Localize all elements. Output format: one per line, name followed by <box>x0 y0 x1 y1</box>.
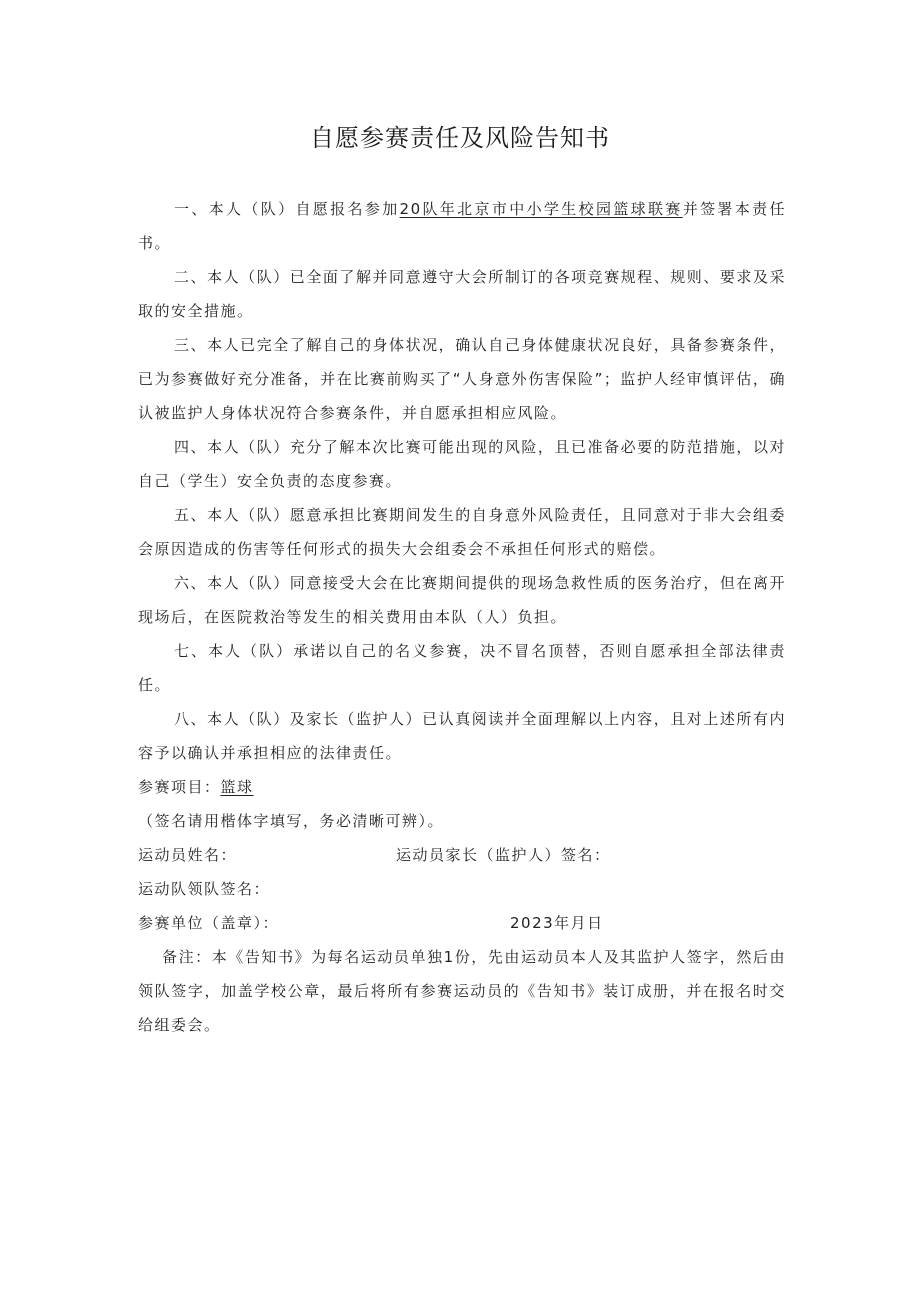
clause-4: 四、本人（队）充分了解本次比赛可能出现的风险，且已准备必要的防范措施，以对自己（学生）安全负责的态度参赛。 <box>138 438 786 490</box>
team-leader-label: 运动队领队签名： <box>138 880 271 898</box>
event-label: 参赛项目： <box>138 778 221 796</box>
team-leader-sign-line <box>138 872 786 906</box>
clause-1-suffix: 并签署本责任书。 <box>138 200 786 252</box>
clause-5: 五、本人（队）愿意承担比赛期间发生的自身意外风险责任，且同意对于非大会组委会原因造成的伤害等任何形式的损失大会组委会不承担任何形式的赔偿。 <box>138 506 786 558</box>
sign-hint: （签名请用楷体字填写，务必清晰可辨）。 <box>138 812 445 830</box>
clause-8: 八、本人（队）及家长（监护人）已认真阅读并全面理解以上内容，且对上述所有内容予以确认并承担相应的法律责任。 <box>138 710 786 762</box>
document-body <box>138 192 786 1042</box>
clause-2: 二、本人（队）已全面了解并同意遵守大会所制订的各项竞赛规程、规则、要求及采取的安全措施。 <box>138 268 786 320</box>
event-value: 篮球 <box>220 778 254 796</box>
unit-date-line <box>138 906 786 940</box>
clause-1 <box>138 192 786 260</box>
document-title: 自愿参赛责任及风险告知书 <box>310 124 610 152</box>
sign-date: 2023年月日 <box>510 914 604 932</box>
athlete-name-label: 运动员姓名： <box>138 846 238 864</box>
clause-1-prefix: 一、本人（队）自愿报名参加 <box>174 200 400 218</box>
event-name: 20队年北京市中小学生校园篮球联赛 <box>399 200 683 218</box>
guardian-sign-label: 运动员家长（监护人）签名： <box>396 846 611 864</box>
athlete-sign-line <box>138 838 786 872</box>
unit-label: 参赛单位（盖章）： <box>138 914 280 932</box>
remark-note: 备注：本《告知书》为每名运动员单独1份，先由运动员本人及其监护人签字，然后由领队签字，加盖学校公章，最后将所有参赛运动员的《告知书》装订成册，并在报名时交给组委会。 <box>138 948 786 1034</box>
clause-7: 七、本人（队）承诺以自己的名义参赛，决不冒名顶替，否则自愿承担全部法律责任。 <box>138 642 786 694</box>
clause-6: 六、本人（队）同意接受大会在比赛期间提供的现场急救性质的医务治疗，但在离开现场后，在医院救治等发生的相关费用由本队（人）负担。 <box>138 574 786 626</box>
clause-3: 三、本人已完全了解自己的身体状况，确认自己身体健康状况良好，具备参赛条件，已为参赛做好充分准备，并在比赛前购买了“人身意外伤害保险”；监护人经审慎评估，确认被监护人身体状况符合参赛条件，并自愿承担相应风险。 <box>138 336 786 422</box>
event-line <box>138 770 786 804</box>
